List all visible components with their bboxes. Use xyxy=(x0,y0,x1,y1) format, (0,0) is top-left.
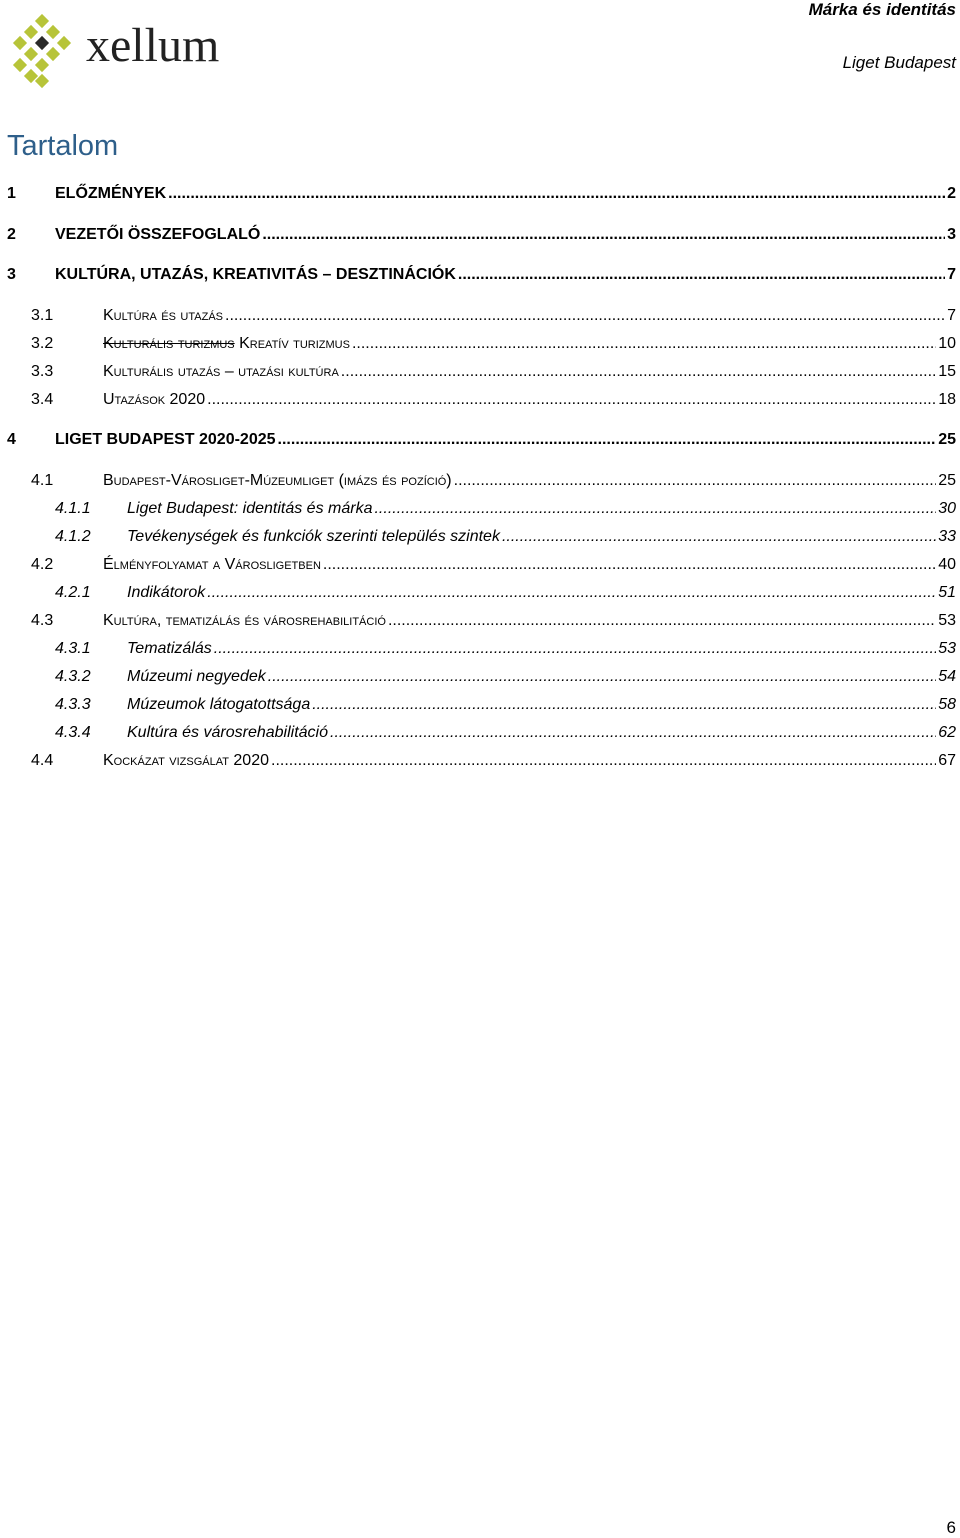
toc-entry-number: 2 xyxy=(7,226,16,243)
toc-entry-title xyxy=(55,266,456,284)
toc-entry-number: 4.1 xyxy=(31,472,54,489)
toc-entry[interactable] xyxy=(55,584,956,602)
toc-entry[interactable] xyxy=(7,185,956,203)
toc-entry[interactable] xyxy=(7,266,956,284)
toc-entry-page: 33 xyxy=(938,528,956,545)
toc-entry-number: 4.3.2 xyxy=(55,668,91,685)
toc-entry-struck-title: Kulturális turizmus xyxy=(103,335,235,352)
toc-entry-title-text: KULTÚRA, UTAZÁS, KREATIVITÁS – DESZTINÁCIÓK xyxy=(55,266,456,283)
toc-entry-title-text: Élményfolyamat a Városligetben xyxy=(103,556,321,573)
toc-entry-title xyxy=(103,556,321,574)
toc-entry-number: 3.1 xyxy=(31,307,54,324)
toc-entry-title xyxy=(103,391,205,409)
toc-entry-title xyxy=(127,668,266,686)
toc-entry-title-text: ELŐZMÉNYEK xyxy=(55,185,167,202)
toc-entry-title-text: Múzeumok látogatottsága xyxy=(127,696,311,713)
toc-entry-number: 4.2 xyxy=(31,556,54,573)
toc-entry-number: 4 xyxy=(7,431,16,448)
logo-diamond-icon xyxy=(8,14,78,90)
toc-entry-title xyxy=(103,612,386,630)
toc-entry-title xyxy=(127,584,205,602)
toc-entry-number: 4.1.1 xyxy=(55,500,91,517)
toc-entry-number: 3 xyxy=(7,266,16,283)
toc-entry-title-text: Múzeumi negyedek xyxy=(127,668,266,685)
toc-entry-title xyxy=(127,696,310,714)
toc-entry-page: 40 xyxy=(938,556,956,573)
toc-entry-title xyxy=(103,363,339,381)
toc-entry-title-text: Tevékenységek és funkciók szerinti település szintek xyxy=(127,528,500,545)
toc-entry-page: 15 xyxy=(938,363,956,380)
toc-leader-dots xyxy=(388,612,936,630)
toc-entry-title-text: Indikátorok xyxy=(127,584,206,601)
toc-entry-page: 62 xyxy=(938,724,956,741)
toc-leader-dots xyxy=(502,528,936,546)
toc-entry-number: 3.4 xyxy=(31,391,54,408)
toc-leader-dots xyxy=(207,584,936,602)
toc-entry[interactable] xyxy=(55,500,956,518)
xellum-logo xyxy=(8,14,248,90)
toc-leader-dots xyxy=(168,185,945,203)
header-subtitle: Liget Budapest xyxy=(842,53,956,72)
toc-entry[interactable] xyxy=(31,752,956,770)
toc-entry[interactable] xyxy=(31,363,956,381)
toc-leader-dots xyxy=(225,307,945,325)
toc-leader-dots xyxy=(352,335,936,353)
toc-entry-title-text: Kockázat vizsgálat 2020 xyxy=(103,752,269,769)
toc-entry-page: 10 xyxy=(938,335,956,352)
toc-entry-title-text: VEZETŐI ÖSSZEFOGLALÓ xyxy=(55,226,261,243)
toc-entry-number: 3.3 xyxy=(31,363,54,380)
toc-entry-title xyxy=(127,500,372,518)
toc-entry-page: 53 xyxy=(938,640,956,657)
toc-entry-title xyxy=(127,640,212,658)
toc-entry-page: 51 xyxy=(938,584,956,601)
toc-entry-title-text: Kultúra és városrehabilitáció xyxy=(127,724,328,741)
toc-entry-page: 30 xyxy=(938,500,956,517)
toc-entry-title xyxy=(103,307,223,325)
toc-entry-number: 4.2.1 xyxy=(55,584,91,601)
toc-entry-title-text: Kulturális utazás – utazási kultúra xyxy=(103,363,339,380)
toc-entry-title xyxy=(55,226,260,244)
toc-leader-dots xyxy=(454,472,937,490)
toc-entry[interactable] xyxy=(55,696,956,714)
toc-leader-dots xyxy=(323,556,936,574)
toc-leader-dots xyxy=(458,266,945,284)
toc-entry[interactable] xyxy=(7,226,956,244)
toc-leader-dots xyxy=(207,391,936,409)
toc-entry-number: 4.3 xyxy=(31,612,54,629)
toc-leader-dots xyxy=(268,668,936,686)
toc-entry-title xyxy=(103,472,452,490)
toc-entry[interactable] xyxy=(55,668,956,686)
toc-entry-page: 54 xyxy=(938,668,956,685)
toc-entry-page: 25 xyxy=(938,431,956,448)
toc-leader-dots xyxy=(330,724,936,742)
page-number: 6 xyxy=(946,1518,956,1537)
toc-entry-number: 3.2 xyxy=(31,335,54,352)
toc-entry-title-text: Kreatív turizmus xyxy=(239,335,350,352)
toc-entry-title xyxy=(127,724,328,742)
toc-heading: Tartalom xyxy=(7,130,119,162)
toc-entry-number: 1 xyxy=(7,185,16,202)
toc-entry-page: 7 xyxy=(947,307,956,324)
toc-entry[interactable] xyxy=(31,472,956,490)
toc-entry-page: 18 xyxy=(938,391,956,408)
toc-leader-dots xyxy=(278,431,937,449)
toc-leader-dots xyxy=(312,696,936,714)
toc-entry-number: 4.3.3 xyxy=(55,696,91,713)
toc-entry-page: 25 xyxy=(938,472,956,489)
toc-entry-title xyxy=(103,752,269,770)
toc-leader-dots xyxy=(214,640,936,658)
toc-entry-number: 4.3.1 xyxy=(55,640,91,657)
toc-entry-title xyxy=(127,528,500,546)
toc-entry-title-text: Tematizálás xyxy=(127,640,212,657)
toc-entry[interactable] xyxy=(55,528,956,546)
toc-entry-page: 3 xyxy=(947,226,956,243)
toc-entry-page: 58 xyxy=(938,696,956,713)
toc-entry-number: 4.3.4 xyxy=(55,724,91,741)
header-title: Márka és identitás xyxy=(808,0,956,19)
toc-entry[interactable] xyxy=(31,307,956,325)
logo-wordmark: xellum xyxy=(86,19,220,72)
toc-entry[interactable] xyxy=(31,391,956,409)
toc-leader-dots xyxy=(341,363,936,381)
toc-entry-title xyxy=(55,185,166,203)
toc-entry-page: 67 xyxy=(938,752,956,769)
toc-leader-dots xyxy=(374,500,936,518)
toc-entry-title xyxy=(103,335,350,353)
toc-entry-page: 53 xyxy=(938,612,956,629)
toc-entry[interactable] xyxy=(7,431,956,449)
toc-entry-page: 2 xyxy=(947,185,956,202)
toc-entry[interactable] xyxy=(31,556,956,574)
toc-entry[interactable] xyxy=(31,335,956,353)
toc-entry-number: 4.1.2 xyxy=(55,528,91,545)
toc-entry-title-text: Utazások 2020 xyxy=(103,391,206,408)
toc-entry-title-text: Liget Budapest: identitás és márka xyxy=(127,500,373,517)
toc-entry-page: 7 xyxy=(947,266,956,283)
toc-entry-title-text: Kultúra, tematizálás és városrehabilitáció xyxy=(103,612,386,629)
toc-entry-title-text: LIGET BUDAPEST 2020-2025 xyxy=(55,431,276,448)
toc-entry[interactable] xyxy=(31,612,956,630)
toc-leader-dots xyxy=(271,752,936,770)
toc-entry-title xyxy=(55,431,276,449)
toc-entry-title-text: Budapest-Városliget-Múzeumliget (imázs és pozíció) xyxy=(103,472,452,489)
toc-entry-number: 4.4 xyxy=(31,752,54,769)
toc-entry-title-text: Kultúra és utazás xyxy=(103,307,224,324)
toc-entry[interactable] xyxy=(55,724,956,742)
toc-leader-dots xyxy=(262,226,945,244)
toc-entry[interactable] xyxy=(55,640,956,658)
